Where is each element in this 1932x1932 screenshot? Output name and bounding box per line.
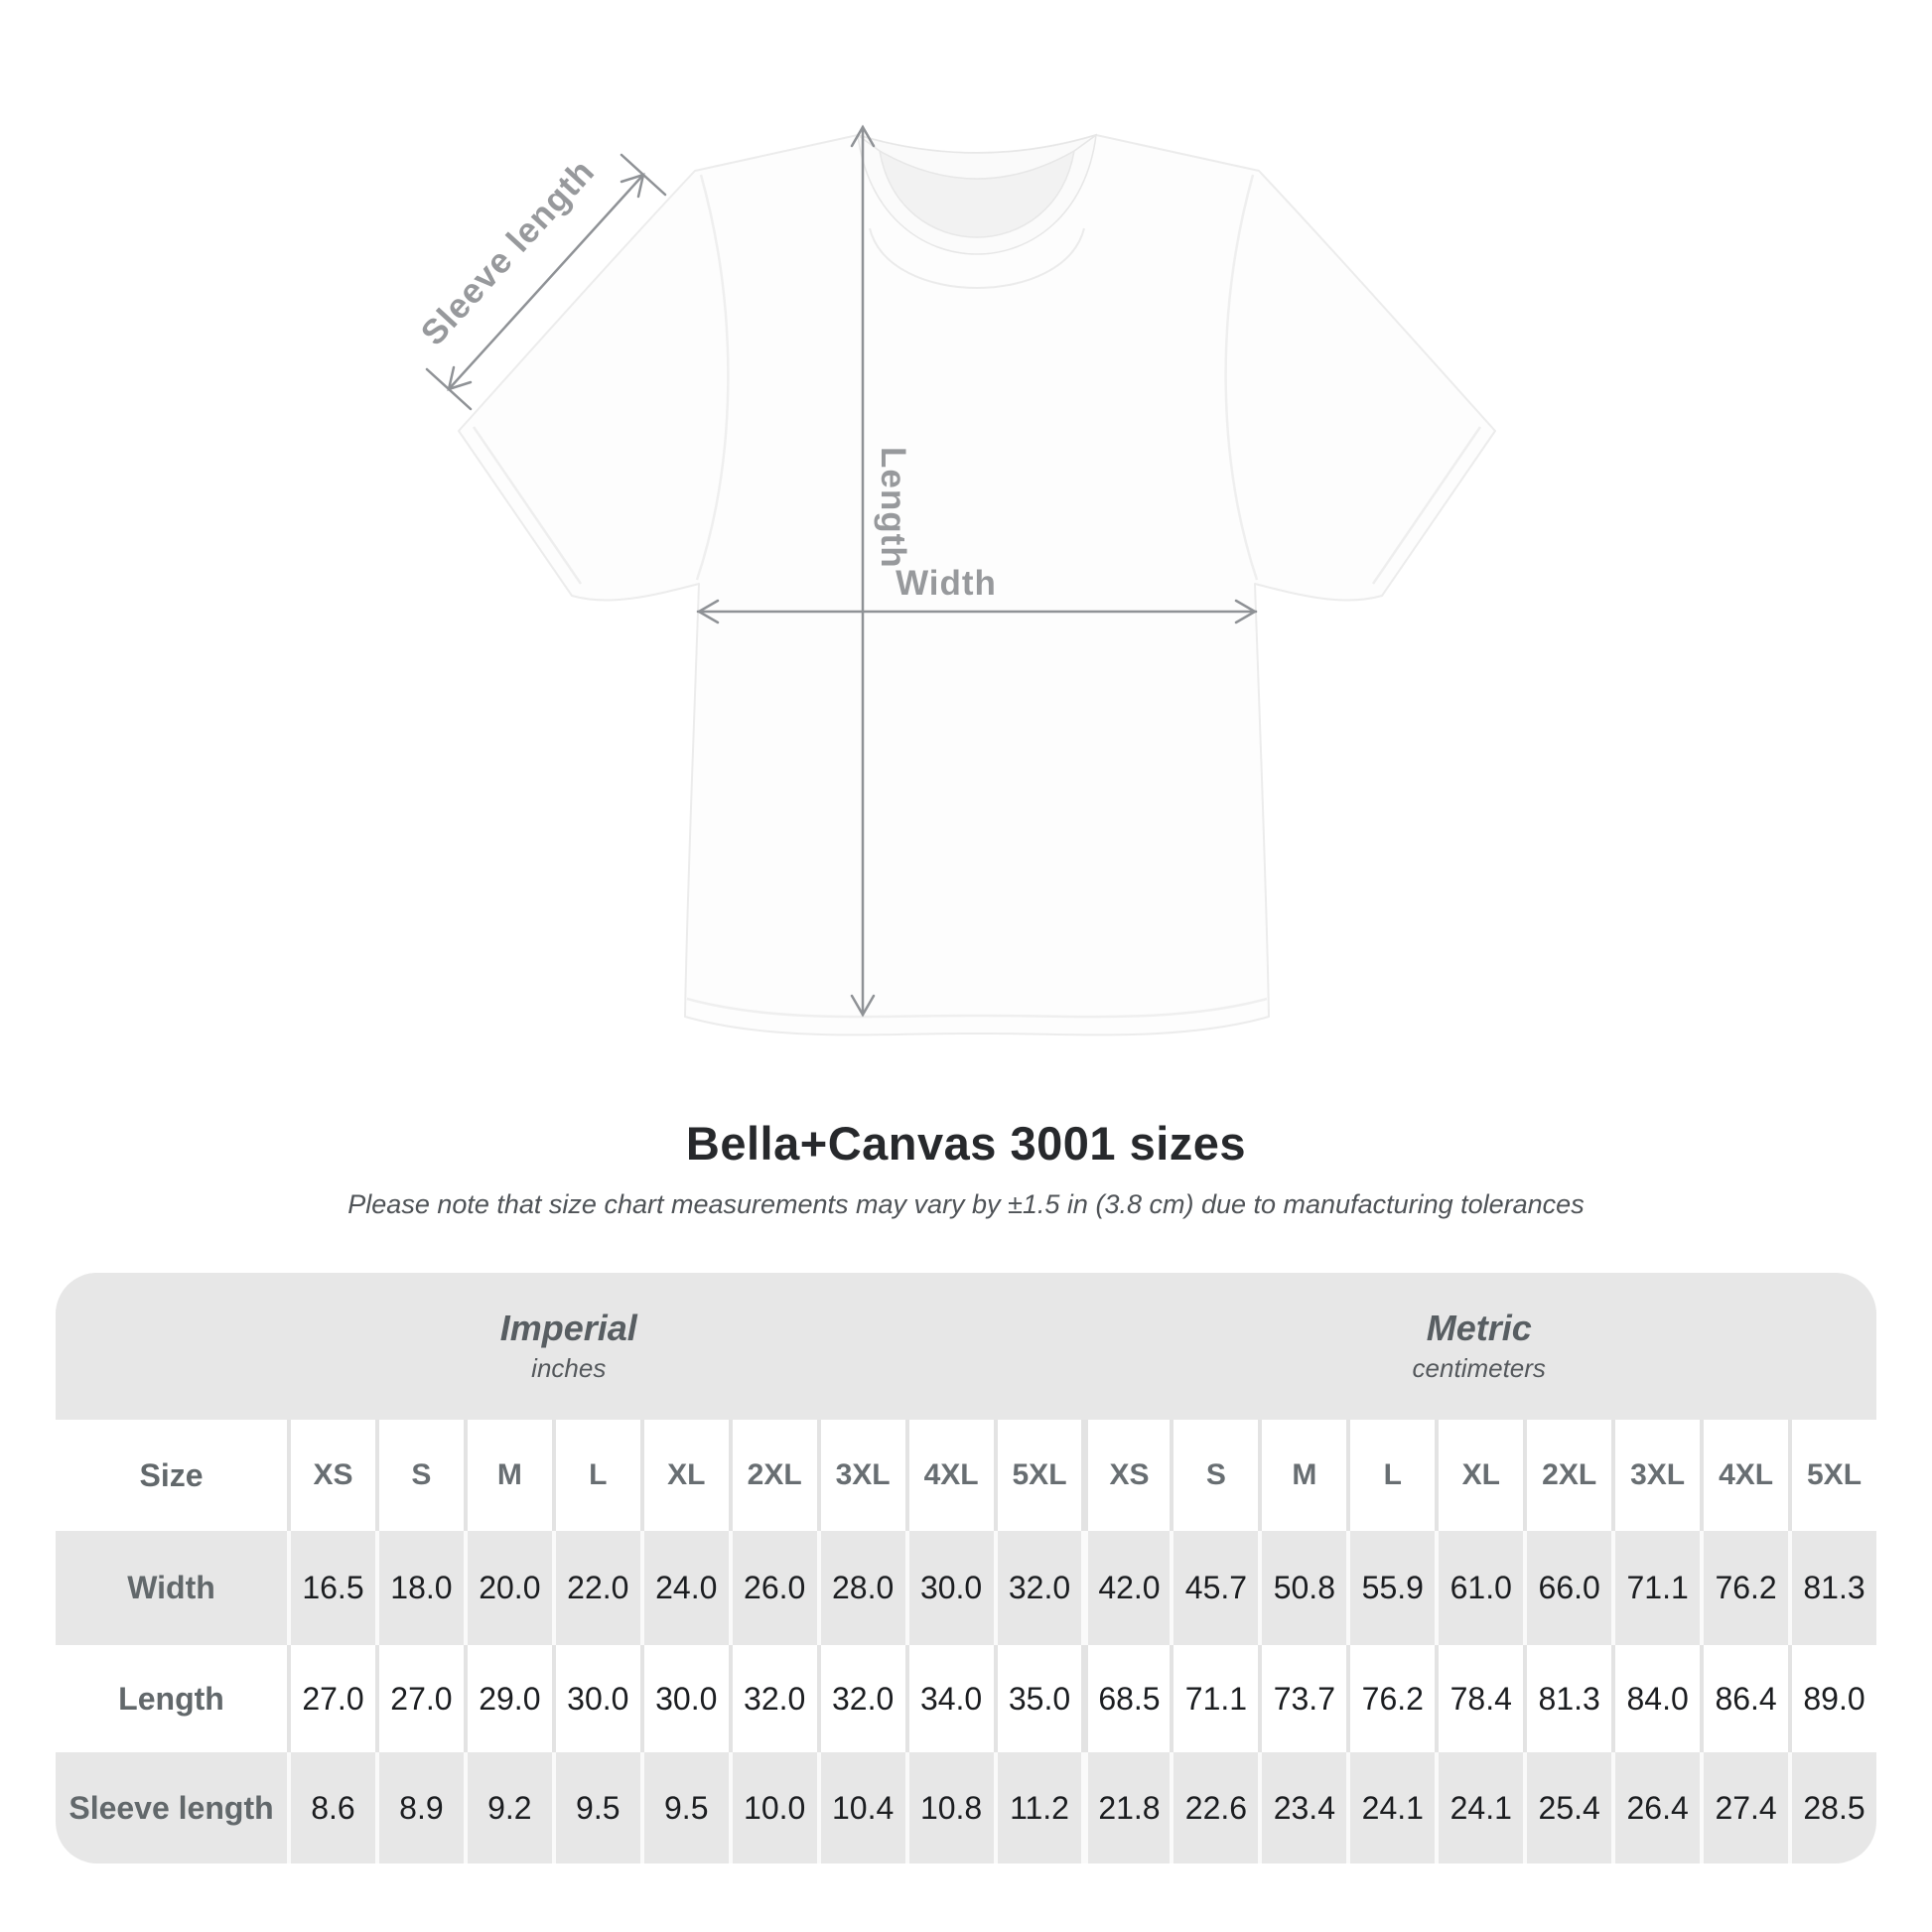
value-cell: 30.0: [905, 1531, 994, 1645]
row-label-cell: Width: [56, 1531, 287, 1645]
size-header-cell: 2XL: [1523, 1420, 1611, 1531]
size-header-cell: 2XL: [729, 1420, 817, 1531]
value-cell: 8.6: [287, 1752, 375, 1863]
value-cell: 29.0: [464, 1645, 552, 1752]
value-cell: 50.8: [1258, 1531, 1346, 1645]
size-header-cell: 4XL: [905, 1420, 994, 1531]
value-cell: 89.0: [1788, 1645, 1876, 1752]
value-cell: 20.0: [464, 1531, 552, 1645]
imperial-unit-label: inches: [531, 1353, 607, 1384]
value-cell: 45.7: [1170, 1531, 1258, 1645]
size-header-cell: S: [375, 1420, 464, 1531]
sleeve-length-label: Sleeve length: [413, 152, 603, 353]
size-header-cell: M: [464, 1420, 552, 1531]
value-cell: 10.8: [905, 1752, 994, 1863]
value-cell: 24.1: [1346, 1752, 1435, 1863]
size-header-cell: 3XL: [1611, 1420, 1700, 1531]
value-cell: 86.4: [1700, 1645, 1788, 1752]
size-header-cell: XL: [1435, 1420, 1523, 1531]
size-header-cell: XL: [640, 1420, 729, 1531]
value-cell: 11.2: [994, 1752, 1082, 1863]
size-header-cell: 3XL: [817, 1420, 905, 1531]
value-cell: 73.7: [1258, 1645, 1346, 1752]
unit-band-row: [56, 1273, 1876, 1420]
size-column-label: Size: [56, 1420, 287, 1531]
value-cell: 35.0: [994, 1645, 1082, 1752]
metric-section: [1082, 1273, 1877, 1420]
width-row: [56, 1531, 1876, 1645]
value-cell: 16.5: [287, 1531, 375, 1645]
size-header-cell: M: [1258, 1420, 1346, 1531]
size-header-cell: S: [1170, 1420, 1258, 1531]
page-title: Bella+Canvas 3001 sizes: [685, 1117, 1247, 1170]
imperial-section: [56, 1273, 1082, 1420]
value-cell: 42.0: [1081, 1531, 1170, 1645]
value-cell: 18.0: [375, 1531, 464, 1645]
length-label: Length: [874, 447, 912, 569]
value-cell: 27.0: [287, 1645, 375, 1752]
value-cell: 22.6: [1170, 1752, 1258, 1863]
size-header-cell: 5XL: [1788, 1420, 1876, 1531]
value-cell: 32.0: [817, 1645, 905, 1752]
value-cell: 8.9: [375, 1752, 464, 1863]
length-row: [56, 1645, 1876, 1752]
value-cell: 32.0: [994, 1531, 1082, 1645]
metric-unit-label: centimeters: [1412, 1353, 1546, 1384]
value-cell: 26.4: [1611, 1752, 1700, 1863]
metric-section-header: Metric: [1426, 1308, 1532, 1349]
value-cell: 26.0: [729, 1531, 817, 1645]
value-cell: 28.5: [1788, 1752, 1876, 1863]
value-cell: 81.3: [1788, 1531, 1876, 1645]
value-cell: 61.0: [1435, 1531, 1523, 1645]
row-label-cell: Length: [56, 1645, 287, 1752]
value-cell: 55.9: [1346, 1531, 1435, 1645]
value-cell: 24.0: [640, 1531, 729, 1645]
value-cell: 30.0: [640, 1645, 729, 1752]
value-cell: 10.0: [729, 1752, 817, 1863]
size-header-row: [56, 1420, 1876, 1531]
value-cell: 30.0: [552, 1645, 640, 1752]
value-cell: 68.5: [1081, 1645, 1170, 1752]
sleeve-length-row: [56, 1752, 1876, 1863]
value-cell: 9.5: [640, 1752, 729, 1863]
width-label: Width: [896, 564, 997, 603]
value-cell: 81.3: [1523, 1645, 1611, 1752]
value-cell: 84.0: [1611, 1645, 1700, 1752]
value-cell: 66.0: [1523, 1531, 1611, 1645]
value-cell: 28.0: [817, 1531, 905, 1645]
size-header-cell: XS: [287, 1420, 375, 1531]
size-header-cell: 4XL: [1700, 1420, 1788, 1531]
size-header-cell: 5XL: [994, 1420, 1082, 1531]
value-cell: 78.4: [1435, 1645, 1523, 1752]
value-cell: 76.2: [1346, 1645, 1435, 1752]
value-cell: 32.0: [729, 1645, 817, 1752]
imperial-section-header: Imperial: [499, 1308, 637, 1349]
value-cell: 25.4: [1523, 1752, 1611, 1863]
value-cell: 76.2: [1700, 1531, 1788, 1645]
tolerance-note: Please note that size chart measurements may vary by ±1.5 in (3.8 cm) due to manufacturing tolerances: [347, 1189, 1585, 1219]
value-cell: 27.4: [1700, 1752, 1788, 1863]
value-cell: 23.4: [1258, 1752, 1346, 1863]
size-header-cell: XS: [1081, 1420, 1170, 1531]
size-table: [56, 1273, 1876, 1863]
value-cell: 34.0: [905, 1645, 994, 1752]
value-cell: 24.1: [1435, 1752, 1523, 1863]
value-cell: 21.8: [1081, 1752, 1170, 1863]
value-cell: 9.5: [552, 1752, 640, 1863]
value-cell: 9.2: [464, 1752, 552, 1863]
value-cell: 71.1: [1170, 1645, 1258, 1752]
size-header-cell: L: [552, 1420, 640, 1531]
size-header-cell: L: [1346, 1420, 1435, 1531]
value-cell: 22.0: [552, 1531, 640, 1645]
value-cell: 71.1: [1611, 1531, 1700, 1645]
row-label-cell: Sleeve length: [56, 1752, 287, 1863]
value-cell: 27.0: [375, 1645, 464, 1752]
value-cell: 10.4: [817, 1752, 905, 1863]
